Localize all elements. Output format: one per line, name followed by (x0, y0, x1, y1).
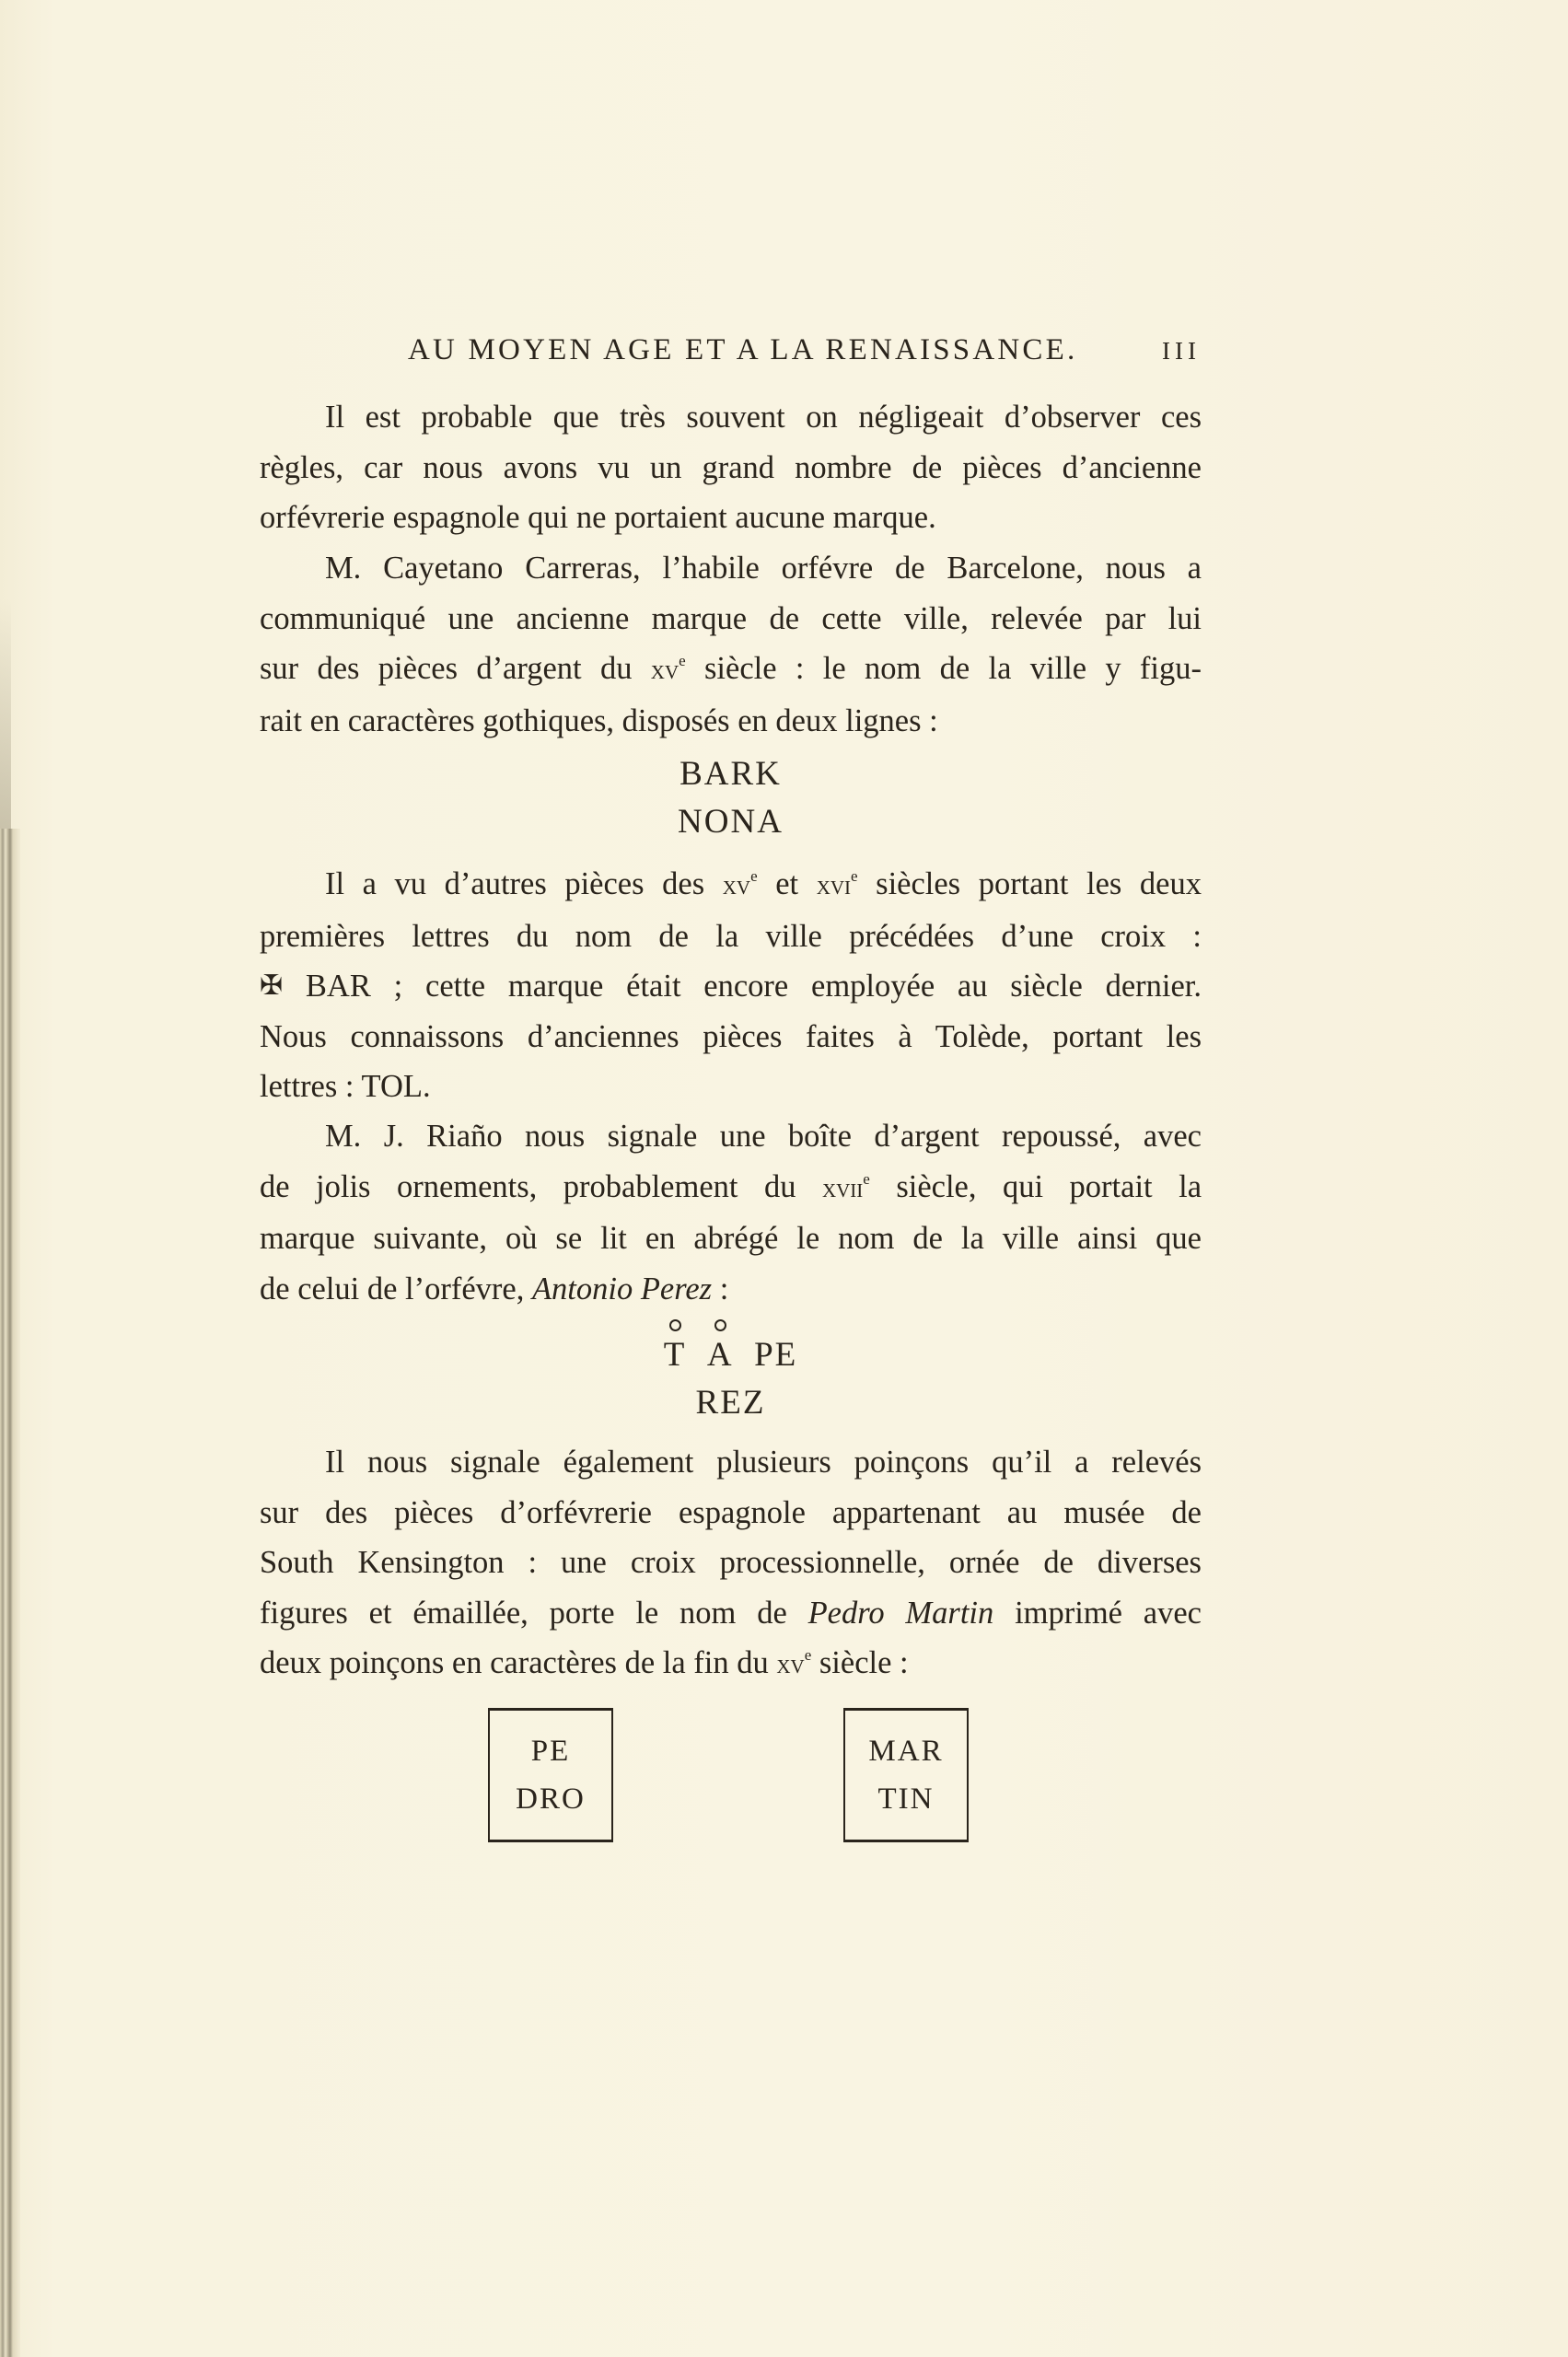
hallmark-stamp-martin (843, 1708, 969, 1842)
goldsmith-name: Pedro Martin (807, 1595, 994, 1631)
goldsmith-name: Antonio Perez (531, 1271, 713, 1306)
text-line (260, 644, 1202, 696)
mark-line: BARK (679, 755, 782, 793)
text-line: sur des pièces d’orfévrerie espagnole appartenant au musée de (260, 1494, 1202, 1530)
text-segment: siècle : le nom de la ville y figu- (685, 651, 1202, 686)
text-line: South Kensington : une croix processionnelle, ornée de diverses (260, 1545, 1202, 1580)
text-line: orfévrerie espagnole qui ne portaient aucune marque. (260, 500, 936, 535)
stamp-line: DRO (516, 1782, 586, 1816)
text-line: Il est probable que très souvent on négligeait d’observer ces (325, 400, 1202, 435)
book-binding-edge (0, 829, 20, 2357)
text-line: lettres : TOL. (260, 1069, 431, 1104)
century-numeral: xv (776, 1649, 805, 1679)
maltese-cross-icon: ✠ (260, 970, 284, 1001)
text-segment: figures et émaillée, porte le nom de (260, 1595, 808, 1631)
text-line: M. Cayetano Carreras, l’habile orfévre de Barcelone, nous a (325, 551, 1202, 586)
text-line: premières lettres du nom de la ville précédées d’une croix : (260, 918, 1202, 954)
text-line: règles, car nous avons vu un grand nombre de pièces d’ancienne (260, 449, 1202, 485)
superscript: e (804, 1646, 812, 1664)
ring-accent-letter: A (707, 1331, 734, 1379)
paragraph-2 (260, 543, 1202, 746)
mark-line: REZ (695, 1384, 766, 1422)
text-segment: siècle : (811, 1645, 909, 1680)
superscript: e (679, 652, 686, 669)
text-line (260, 961, 1202, 1012)
superscript: e (851, 867, 858, 885)
hallmark-stamp-pedro (488, 1708, 613, 1842)
text-segment: Il a vu d’autres pièces des (325, 866, 723, 901)
paragraph-1 (260, 392, 1202, 543)
text-line: rait en caractères gothiques, disposés en deux lignes : (260, 702, 938, 738)
century-numeral: xvi (816, 870, 852, 900)
century-numeral: xv (650, 655, 679, 685)
binding-shadow-top (0, 598, 11, 829)
superscript: e (863, 1169, 870, 1188)
text-line: marque suivante, où se lit en abrégé le nom de la ville ainsi que (260, 1221, 1202, 1256)
paragraph-4 (260, 1111, 1202, 1314)
text-segment: siècle, qui portait la (869, 1168, 1202, 1204)
stamp-line: MAR (868, 1735, 944, 1768)
century-numeral: xv (722, 870, 751, 900)
superscript: e (750, 867, 758, 885)
text-line (260, 1162, 1202, 1214)
text-segment: deux poinçons en caractères de la fin du (260, 1645, 777, 1680)
text-segment: sur des pièces d’argent du (260, 651, 651, 686)
century-numeral: xvii (821, 1172, 864, 1203)
text-segment: et (757, 866, 817, 901)
text-line: communiqué une ancienne marque de cette ville, relevée par lui (260, 600, 1202, 636)
mark-segment: PE (754, 1336, 798, 1374)
text-segment: BAR ; cette marque était encore employée au siècle dernier. (283, 969, 1202, 1004)
running-header: AU MOYEN AGE ET A LA RENAISSANCE. (408, 333, 1078, 366)
text-line (260, 1588, 1202, 1639)
page-number: III (1162, 337, 1201, 365)
paragraph-5 (260, 1437, 1202, 1690)
toledo-mark (260, 1331, 1202, 1427)
stamp-line: TIN (877, 1782, 935, 1816)
mark-line (260, 1331, 1202, 1379)
paragraph-3 (260, 859, 1202, 1112)
text-line (260, 859, 1202, 911)
text-line (260, 1638, 1202, 1690)
barcelona-mark (260, 750, 1202, 846)
text-segment: de jolis ornements, probablement du (260, 1168, 822, 1204)
mark-line: NONA (678, 803, 784, 841)
ring-accent-letter: T (664, 1331, 687, 1379)
text-segment: de celui de l’orfévre, (260, 1271, 532, 1306)
text-segment: siècles portant les deux (857, 866, 1202, 901)
text-line: Nous connaissons d’anciennes pièces faites à Tolède, portant les (260, 1018, 1202, 1054)
text-line: Il nous signale également plusieurs poinçons qu’il a relevés (325, 1445, 1202, 1480)
text-segment: : (712, 1271, 729, 1306)
stamp-line: PE (530, 1735, 571, 1768)
text-line: M. J. Riaño nous signale une boîte d’argent repoussé, avec (325, 1119, 1202, 1154)
text-line (260, 1264, 1202, 1315)
text-segment: imprimé avec (993, 1595, 1202, 1631)
